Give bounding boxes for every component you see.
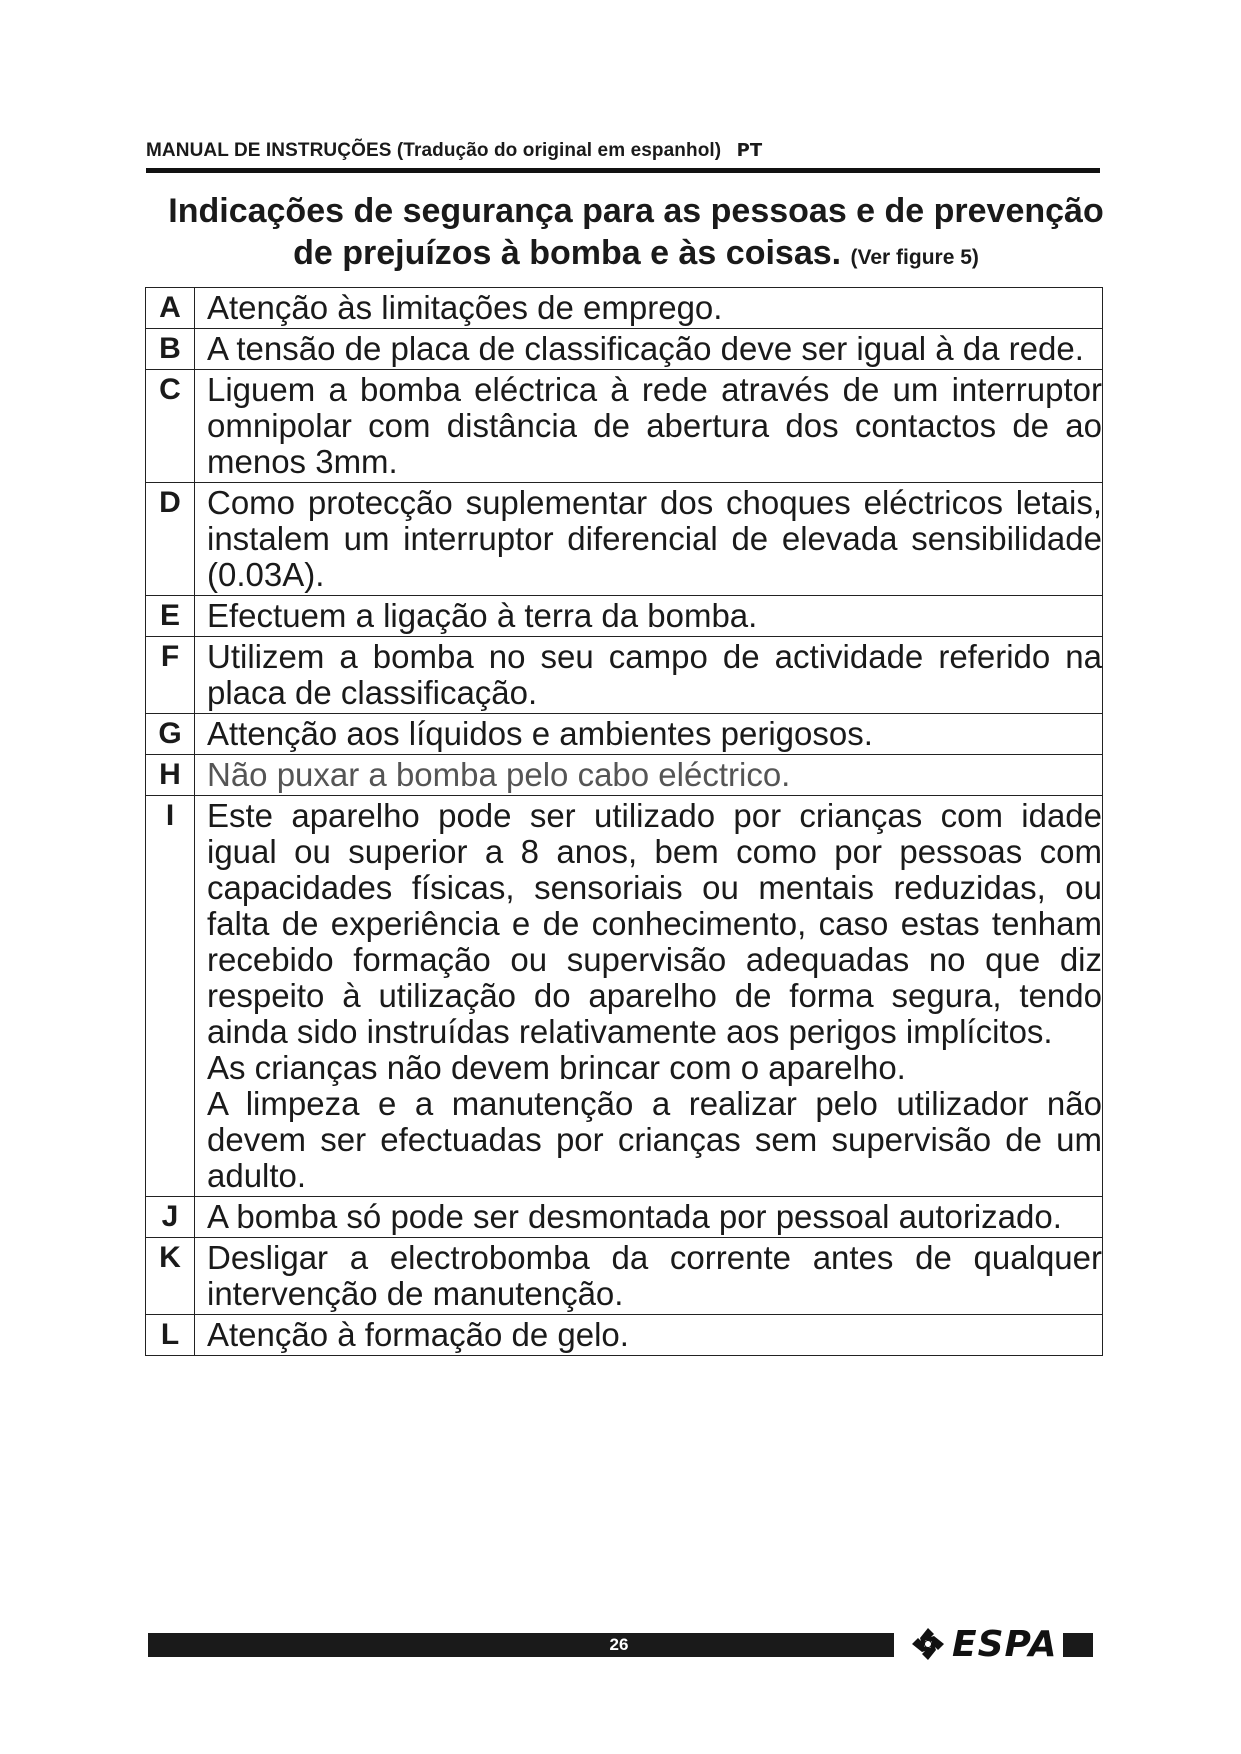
- figure-reference: (Ver figure 5): [850, 246, 979, 269]
- rule-text: Como protecção suplementar dos choques eléctricos letais, instalem um interruptor diferencial de elevada sensibilidade (0.03A).: [195, 483, 1103, 596]
- rule-text: Attenção aos líquidos e ambientes perigosos.: [195, 714, 1103, 755]
- rule-letter: K: [146, 1238, 195, 1315]
- table-row: [146, 370, 1103, 483]
- rule-letter: D: [146, 483, 195, 596]
- rule-letter: A: [146, 288, 195, 329]
- rule-text: A tensão de placa de classificação deve ser igual à da rede.: [195, 329, 1103, 370]
- espa-logo: [908, 1624, 1057, 1664]
- rule-text: Liguem a bomba eléctrica à rede através de um interruptor omnipolar com distância de abertura dos contactos de ao menos 3mm.: [195, 370, 1103, 483]
- rule-paragraph: Este aparelho pode ser utilizado por crianças com idade igual ou superior a 8 anos, bem como por pessoas com capacidades físicas, sensoriais ou mentais reduzidas, ou falta de experiência e de conhecimento, caso estas tenham recebido formação ou supervisão adequadas no que diz respeito à utilização do aparelho de forma segura, tendo ainda sido instruídas relativamente aos perigos implícitos.: [207, 797, 1102, 1050]
- language-code: PT: [736, 140, 763, 161]
- rule-paragraph: A limpeza e a manutenção a realizar pelo utilizador não devem ser efectuadas por crianças sem supervisão de um adulto.: [207, 1085, 1102, 1194]
- table-row: [146, 796, 1103, 1197]
- rule-letter: G: [146, 714, 195, 755]
- rule-paragraph: As crianças não devem brincar com o aparelho.: [207, 1049, 906, 1086]
- table-row: [146, 1315, 1103, 1356]
- rule-letter: I: [146, 796, 195, 1197]
- table-row: [146, 714, 1103, 755]
- rule-letter: F: [146, 637, 195, 714]
- section-title-line2: de prejuízos à bomba e às coisas.: [293, 234, 842, 272]
- footer-bar: [148, 1633, 894, 1657]
- brand-name: ESPA: [952, 1623, 1058, 1665]
- rule-text: Desligar a electrobomba da corrente antes de qualquer intervenção de manutenção.: [195, 1238, 1103, 1315]
- rule-letter: H: [146, 755, 195, 796]
- table-row: [146, 329, 1103, 370]
- safety-rules-table: [145, 287, 1103, 1356]
- table-row: [146, 1197, 1103, 1238]
- espa-logo-icon: [908, 1624, 948, 1664]
- rule-text: Utilizem a bomba no seu campo de actividade referido na placa de classificação.: [195, 637, 1103, 714]
- footer-bar-end: [1063, 1633, 1093, 1657]
- table-row: [146, 288, 1103, 329]
- table-row: [146, 596, 1103, 637]
- rule-letter: L: [146, 1315, 195, 1356]
- rule-text: Não puxar a bomba pelo cabo eléctrico.: [195, 755, 1103, 796]
- section-title: [146, 190, 1126, 279]
- rule-text: A bomba só pode ser desmontada por pessoal autorizado.: [195, 1197, 1103, 1238]
- page-number: 26: [609, 1635, 629, 1654]
- rule-letter: C: [146, 370, 195, 483]
- section-title-line1: Indicações de segurança para as pessoas e de prevenção: [168, 192, 1104, 230]
- table-row: [146, 755, 1103, 796]
- document-header: [146, 140, 1100, 162]
- rule-text: [195, 796, 1103, 1197]
- header-title: MANUAL DE INSTRUÇÕES (Tradução do original em espanhol): [146, 140, 722, 161]
- rule-text: Efectuem a ligação à terra da bomba.: [195, 596, 1103, 637]
- rule-letter: J: [146, 1197, 195, 1238]
- rule-letter: E: [146, 596, 195, 637]
- rule-letter: B: [146, 329, 195, 370]
- rule-text: Atenção às limitações de emprego.: [195, 288, 1103, 329]
- table-row: [146, 1238, 1103, 1315]
- table-row: [146, 483, 1103, 596]
- rule-text: Atenção à formação de gelo.: [195, 1315, 1103, 1356]
- header-divider: [146, 168, 1100, 173]
- table-row: [146, 637, 1103, 714]
